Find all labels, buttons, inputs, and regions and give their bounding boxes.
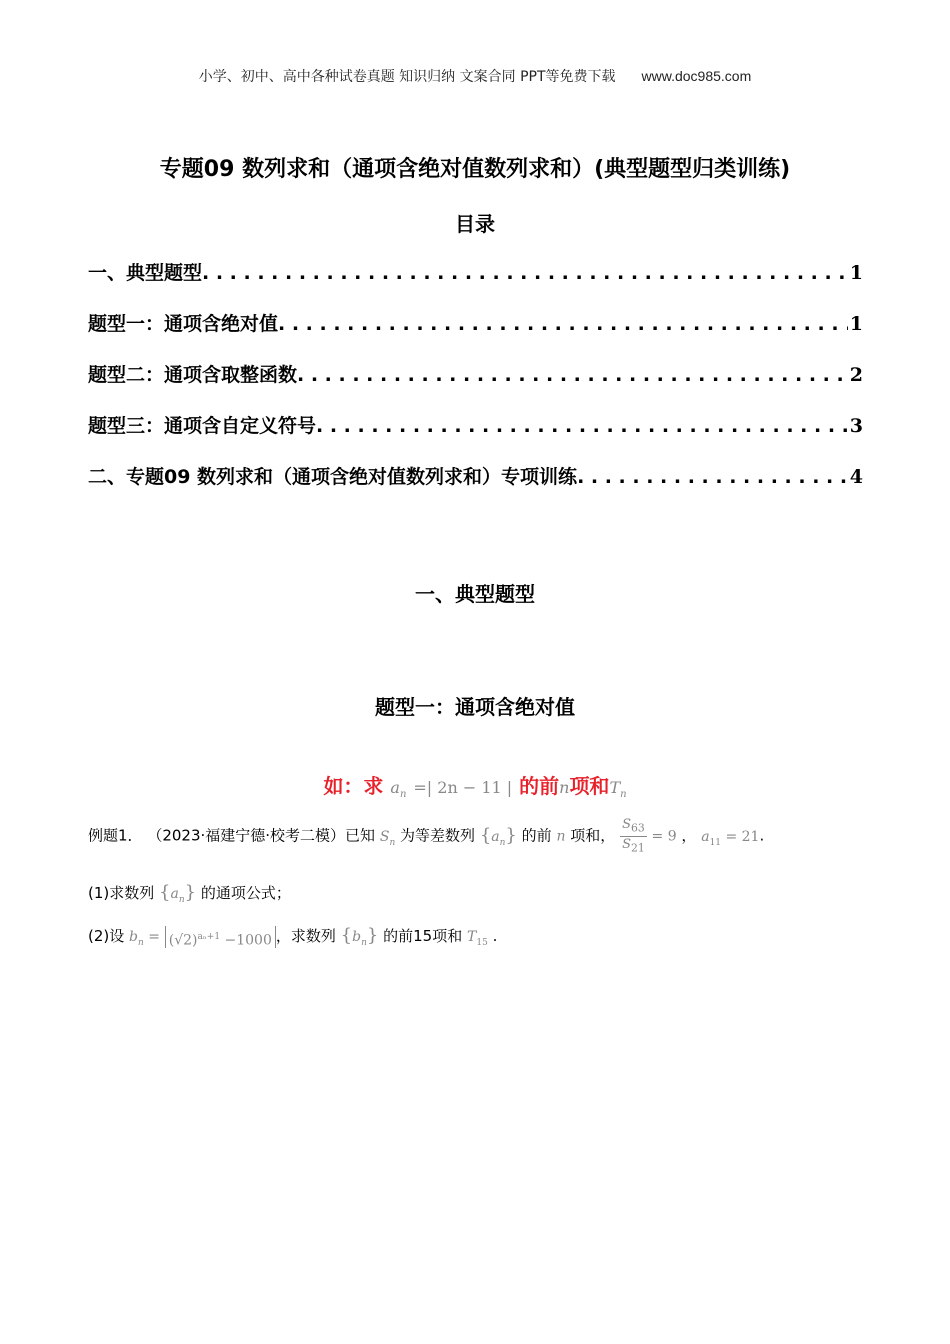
toc-title: 目录 bbox=[455, 212, 495, 236]
toc-leader-dots bbox=[297, 364, 848, 386]
hint-mid: 的前 bbox=[519, 774, 560, 798]
toc-item-label: 二、专题09 数列求和（通项含绝对值数列求和）专项训练 bbox=[88, 466, 578, 488]
q1-label: (1)求数列 bbox=[88, 884, 155, 902]
toc-item[interactable] bbox=[88, 360, 863, 411]
q2-tail: 的前15项和 bbox=[383, 927, 463, 945]
example-text: 项和， bbox=[570, 826, 616, 845]
example-text: 为等差数列 bbox=[400, 826, 476, 845]
example-text: 的前 bbox=[521, 826, 552, 845]
hint-formula: =| 2n − 11 | bbox=[413, 778, 513, 797]
section-heading: 一、典型题型 bbox=[415, 582, 535, 606]
hint-an: $a_n$ bbox=[390, 778, 407, 801]
hint-suffix: 项和 bbox=[569, 774, 610, 798]
header-site[interactable]: www.doc985.com bbox=[641, 68, 752, 84]
toc-leader-dots bbox=[278, 313, 848, 335]
math-ratio-value: = 9 bbox=[651, 828, 677, 845]
example-text: ， bbox=[681, 826, 697, 845]
toc-item-label: 一、典型题型 bbox=[88, 262, 203, 284]
q2-mid: ，求数列 bbox=[275, 927, 336, 945]
example-label: 例题1． bbox=[88, 826, 143, 845]
toc-item-label: 题型一：通项含绝对值 bbox=[88, 313, 279, 335]
table-of-contents bbox=[88, 258, 863, 513]
toc-item-label: 题型三：通项含自定义符号 bbox=[88, 415, 317, 437]
question-1 bbox=[88, 882, 291, 905]
toc-leader-dots bbox=[202, 262, 848, 284]
toc-item[interactable] bbox=[88, 462, 863, 513]
toc-item-page: 3 bbox=[849, 415, 863, 437]
page-title: 专题09 数列求和（通项含绝对值数列求和）(典型题型归类训练) bbox=[159, 157, 791, 182]
example-source: （2023·福建宁德·校考二模） bbox=[147, 826, 346, 845]
math-sn: $S_n$ bbox=[379, 828, 396, 848]
toc-leader-dots bbox=[316, 415, 848, 437]
math-an-seq: $\{a_n\}$ bbox=[479, 824, 517, 848]
math-bn-formula: $(√2)^{a_n+1} -1000$ bbox=[165, 926, 276, 948]
math-bn-seq: $\{b_n\}$ bbox=[340, 925, 379, 948]
question-2 bbox=[88, 925, 497, 948]
toc-item[interactable] bbox=[88, 258, 863, 309]
toc-item-label: 题型二：通项含取整函数 bbox=[88, 364, 298, 386]
example-1 bbox=[88, 818, 764, 854]
math-t15: $T_{15}$ bbox=[467, 929, 488, 948]
example-end: . bbox=[759, 826, 765, 845]
q2-label: (2)设 bbox=[88, 927, 125, 945]
hint-n: n bbox=[559, 778, 570, 797]
toc-item-page: 1 bbox=[849, 313, 863, 335]
math-n: n bbox=[556, 828, 566, 845]
toc-leader-dots bbox=[577, 466, 848, 488]
hint-prefix: 如：求 bbox=[323, 774, 384, 798]
hint-tn: $T_n$ bbox=[609, 778, 627, 801]
toc-item-page: 4 bbox=[849, 466, 863, 488]
q1-tail: 的通项公式； bbox=[200, 884, 291, 902]
math-a11: $a_{11} = 21$ bbox=[701, 828, 760, 848]
math-bn: $b_n$ = bbox=[129, 929, 160, 948]
header-text: 小学、初中、高中各种试卷真题 知识归纳 文案合同 PPT等免费下载 bbox=[198, 69, 616, 85]
type-heading: 题型一：通项含绝对值 bbox=[375, 695, 575, 719]
math-ratio: $\frac{S_{63}}{S_{21}}$ bbox=[622, 817, 645, 855]
math-an-seq: $\{a_n\}$ bbox=[159, 882, 197, 905]
hint-line bbox=[0, 770, 950, 800]
page-header bbox=[0, 66, 950, 86]
toc-item-page: 1 bbox=[849, 262, 863, 284]
q2-end: . bbox=[492, 927, 498, 945]
toc-item[interactable] bbox=[88, 309, 863, 360]
toc-item[interactable] bbox=[88, 411, 863, 462]
example-text: 已知 bbox=[345, 826, 376, 845]
toc-item-page: 2 bbox=[849, 364, 863, 386]
